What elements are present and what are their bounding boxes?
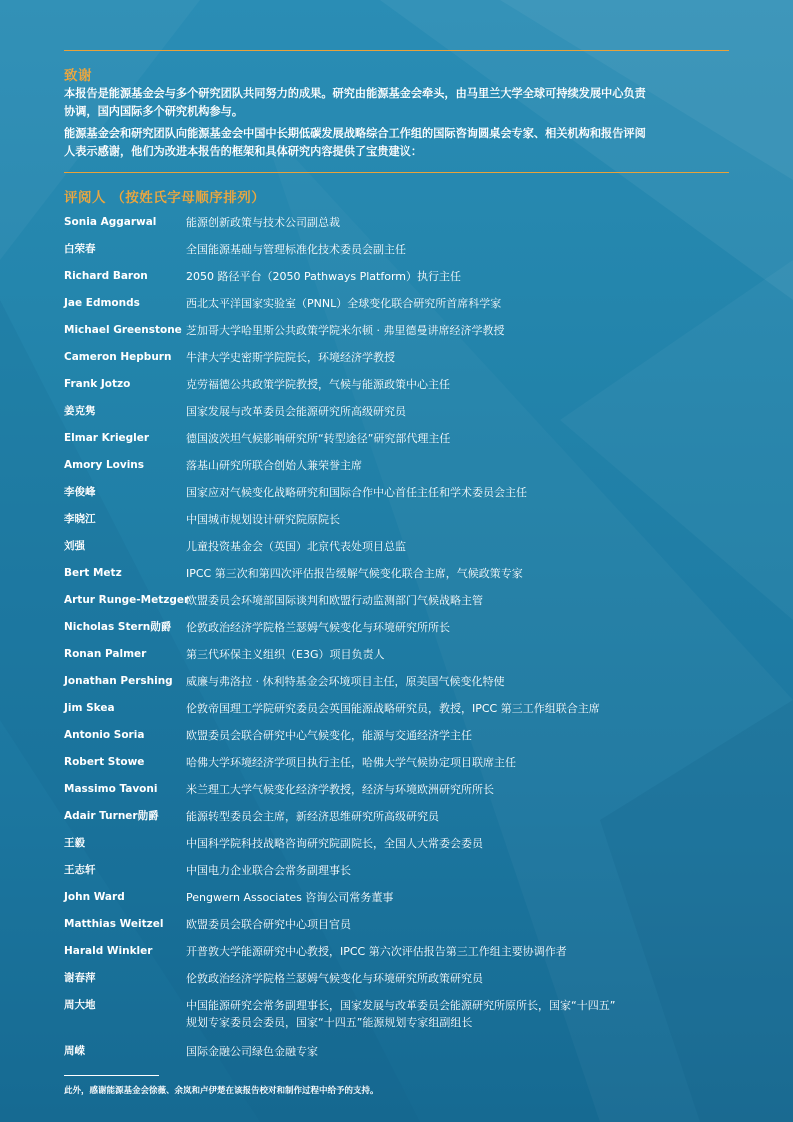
reviewer-name: 刘强: [64, 540, 85, 552]
reviewer-row: [64, 268, 729, 295]
reviewer-role: [186, 1043, 729, 1060]
reviewer-role-line: 规划专家委员会委员，国家“十四五”能源规划专家组副组长: [186, 1016, 473, 1029]
reviewer-name: Matthias Weitzel: [64, 918, 164, 930]
reviewer-name: 姜克隽: [64, 405, 96, 417]
reviewer-row: [64, 241, 729, 268]
reviewer-role-line: 儿童投资基金会（英国）北京代表处项目总监: [186, 540, 406, 553]
reviewer-role: [186, 457, 729, 474]
reviewer-role-line: 落基山研究所联合创始人兼荣誉主席: [186, 459, 362, 472]
reviewer-name: Robert Stowe: [64, 756, 145, 768]
reviewer-role: [186, 538, 729, 555]
reviewer-name: Cameron Hepburn: [64, 351, 172, 363]
reviewer-role-line: 开普敦大学能源研究中心教授，IPCC 第六次评估报告第三工作组主要协调作者: [186, 945, 567, 958]
reviewer-name: Jim Skea: [64, 702, 115, 714]
reviewer-row: [64, 862, 729, 889]
footnote: 此外，感谢能源基金会徐薇、余岚和卢伊楚在该报告校对和制作过程中给予的支持。: [64, 1086, 379, 1096]
reviewer-row: [64, 997, 729, 1029]
reviewer-row: [64, 295, 729, 322]
reviewer-role: [186, 889, 729, 906]
reviewer-role-line: 牛津大学史密斯学院院长，环境经济学教授: [186, 351, 395, 364]
reviewer-role: [186, 592, 729, 609]
acknowledgement-paragraph-2: [64, 125, 729, 161]
reviewer-name: Nicholas Stern勋爵: [64, 621, 172, 633]
reviewer-role: [186, 754, 729, 771]
paragraph-1-line-1: 本报告是能源基金会与多个研究团队共同努力的成果。研究由能源基金会牵头，由马里兰大学全球可持续发展中心负责: [64, 87, 646, 100]
reviewer-role-line: 哈佛大学环境经济学项目执行主任，哈佛大学气候协定项目联席主任: [186, 756, 516, 769]
reviewer-role: [186, 376, 729, 393]
reviewer-role-line: 克劳福德公共政策学院教授，气候与能源政策中心主任: [186, 378, 450, 391]
reviewers-divider: [64, 172, 729, 173]
reviewer-row: [64, 457, 729, 484]
reviewer-name: Amory Lovins: [64, 459, 145, 471]
reviewer-name: Ronan Palmer: [64, 648, 147, 660]
reviewer-row: [64, 1043, 729, 1070]
reviewer-role-line: 伦敦帝国理工学院研究委员会英国能源战略研究员，教授，IPCC 第三工作组联合主席: [186, 702, 600, 715]
reviewer-name: 王毅: [64, 837, 85, 849]
reviewer-row: [64, 754, 729, 781]
reviewer-role-line: 能源转型委员会主席，新经济思维研究所高级研究员: [186, 810, 439, 823]
reviewer-name: 李俊峰: [64, 486, 96, 498]
reviewer-role-line: 中国电力企业联合会常务副理事长: [186, 864, 351, 877]
reviewer-role-line: 欧盟委员会联合研究中心气候变化，能源与交通经济学主任: [186, 729, 472, 742]
reviewer-name: Jae Edmonds: [64, 297, 140, 309]
reviewer-name: 王志轩: [64, 864, 96, 876]
reviewer-name: Bert Metz: [64, 567, 122, 579]
reviewer-name: Antonio Soria: [64, 729, 145, 741]
reviewer-row: [64, 889, 729, 916]
reviewer-role-line: 全国能源基础与管理标准化技术委员会副主任: [186, 243, 406, 256]
reviewer-row: [64, 970, 729, 997]
paragraph-2-line-1: 能源基金会和研究团队向能源基金会中国中长期低碳发展战略综合工作组的国际咨询圆桌会专家、相关机构和报告评阅: [64, 127, 646, 140]
reviewer-role: [186, 403, 729, 420]
reviewer-role-line: 2050 路径平台（2050 Pathways Platform）执行主任: [186, 270, 462, 283]
reviewer-row: [64, 322, 729, 349]
reviewer-row: [64, 808, 729, 835]
reviewer-name: Richard Baron: [64, 270, 148, 282]
top-divider: [64, 50, 729, 51]
reviewer-role-line: 国家应对气候变化战略研究和国际合作中心首任主任和学术委员会主任: [186, 486, 527, 499]
reviewer-role: [186, 781, 729, 798]
reviewer-role: [186, 484, 729, 501]
reviewer-role-line: IPCC 第三次和第四次评估报告缓解气候变化联合主席，气候政策专家: [186, 567, 523, 580]
reviewer-row: [64, 943, 729, 970]
reviewer-row: [64, 700, 729, 727]
reviewer-row: [64, 484, 729, 511]
reviewer-role: [186, 997, 729, 1031]
reviewer-row: [64, 592, 729, 619]
reviewer-name: John Ward: [64, 891, 125, 903]
reviewer-role: [186, 943, 729, 960]
reviewer-role: [186, 862, 729, 879]
reviewer-role-line: 伦敦政治经济学院格兰瑟姆气候变化与环境研究所所长: [186, 621, 450, 634]
reviewer-name: 谢春萍: [64, 972, 96, 984]
reviewer-role-line: 欧盟委员会环境部国际谈判和欧盟行动监测部门气候战略主管: [186, 594, 483, 607]
reviewers-heading: 评阅人 （按姓氏字母顺序排列）: [64, 190, 266, 206]
reviewer-name: Michael Greenstone: [64, 324, 182, 336]
reviewer-name: Harald Winkler: [64, 945, 153, 957]
reviewer-role: [186, 835, 729, 852]
reviewer-role: [186, 970, 729, 987]
reviewer-role: [186, 916, 729, 933]
reviewer-name: Massimo Tavoni: [64, 783, 158, 795]
reviewer-row: [64, 214, 729, 241]
reviewer-role-line: 中国科学院科技战略咨询研究院副院长，全国人大常委会委员: [186, 837, 483, 850]
reviewer-role: [186, 241, 729, 258]
reviewer-row: [64, 619, 729, 646]
reviewer-role: [186, 214, 729, 231]
reviewer-row: [64, 403, 729, 430]
reviewer-row: [64, 781, 729, 808]
reviewer-name: 李晓江: [64, 513, 96, 525]
reviewer-row: [64, 430, 729, 457]
reviewer-role: [186, 673, 729, 690]
reviewer-role-line: 伦敦政治经济学院格兰瑟姆气候变化与环境研究所政策研究员: [186, 972, 483, 985]
reviewer-row: [64, 349, 729, 376]
reviewer-row: [64, 835, 729, 862]
reviewer-name: Jonathan Pershing: [64, 675, 173, 687]
reviewer-name: 周大地: [64, 999, 96, 1011]
reviewer-role: [186, 322, 729, 339]
reviewer-role: [186, 700, 729, 717]
reviewer-role-line: 威廉与弗洛拉 · 休利特基金会环境项目主任，原美国气候变化特使: [186, 675, 505, 688]
reviewer-role-line: 国际金融公司绿色金融专家: [186, 1045, 318, 1058]
reviewer-role-line: 国家发展与改革委员会能源研究所高级研究员: [186, 405, 406, 418]
reviewer-role: [186, 808, 729, 825]
reviewer-row: [64, 916, 729, 943]
reviewer-row: [64, 538, 729, 565]
footnote-divider: [64, 1075, 159, 1076]
reviewer-role-line: 西北太平洋国家实验室（PNNL）全球变化联合研究所首席科学家: [186, 297, 502, 310]
reviewer-role: [186, 646, 729, 663]
reviewer-role-line: 中国能源研究会常务副理事长，国家发展与改革委员会能源研究所原所长，国家“十四五”: [186, 999, 616, 1012]
reviewer-role: [186, 619, 729, 636]
reviewer-role-line: 欧盟委员会联合研究中心项目官员: [186, 918, 351, 931]
reviewer-role: [186, 511, 729, 528]
reviewer-role: [186, 268, 729, 285]
reviewer-role: [186, 349, 729, 366]
reviewer-role: [186, 430, 729, 447]
acknowledgement-heading: 致谢: [64, 68, 92, 84]
reviewer-name: Elmar Kriegler: [64, 432, 150, 444]
reviewer-row: [64, 511, 729, 538]
reviewer-role: [186, 727, 729, 744]
reviewer-role-line: 中国城市规划设计研究院原院长: [186, 513, 340, 526]
reviewer-role-line: 芝加哥大学哈里斯公共政策学院米尔顿 · 弗里德曼讲席经济学教授: [186, 324, 505, 337]
reviewer-role: [186, 565, 729, 582]
reviewer-role: [186, 295, 729, 312]
reviewer-name: Adair Turner勋爵: [64, 810, 159, 822]
reviewer-row: [64, 646, 729, 673]
reviewer-row: [64, 565, 729, 592]
reviewer-role-line: 米兰理工大学气候变化经济学教授，经济与环境欧洲研究所所长: [186, 783, 494, 796]
reviewer-name: 周嵘: [64, 1045, 85, 1057]
reviewer-name: Artur Runge-Metzger: [64, 594, 190, 606]
reviewer-role-line: 德国波茨坦气候影响研究所“转型途径”研究部代理主任: [186, 432, 451, 445]
reviewer-role-line: 能源创新政策与技术公司副总裁: [186, 216, 340, 229]
paragraph-1-line-2: 协调，国内国际多个研究机构参与。: [64, 105, 244, 118]
reviewer-role-line: 第三代环保主义组织（E3G）项目负责人: [186, 648, 385, 661]
acknowledgement-paragraph-1: [64, 85, 729, 121]
reviewer-row: [64, 376, 729, 403]
reviewer-row: [64, 673, 729, 700]
reviewer-row: [64, 727, 729, 754]
reviewer-name: Frank Jotzo: [64, 378, 131, 390]
reviewer-name: 白荣春: [64, 243, 96, 255]
reviewer-role-line: Pengwern Associates 咨询公司常务董事: [186, 891, 394, 904]
paragraph-2-line-2: 人表示感谢，他们为改进本报告的框架和具体研究内容提供了宝贵建议：: [64, 145, 423, 158]
reviewer-name: Sonia Aggarwal: [64, 216, 157, 228]
